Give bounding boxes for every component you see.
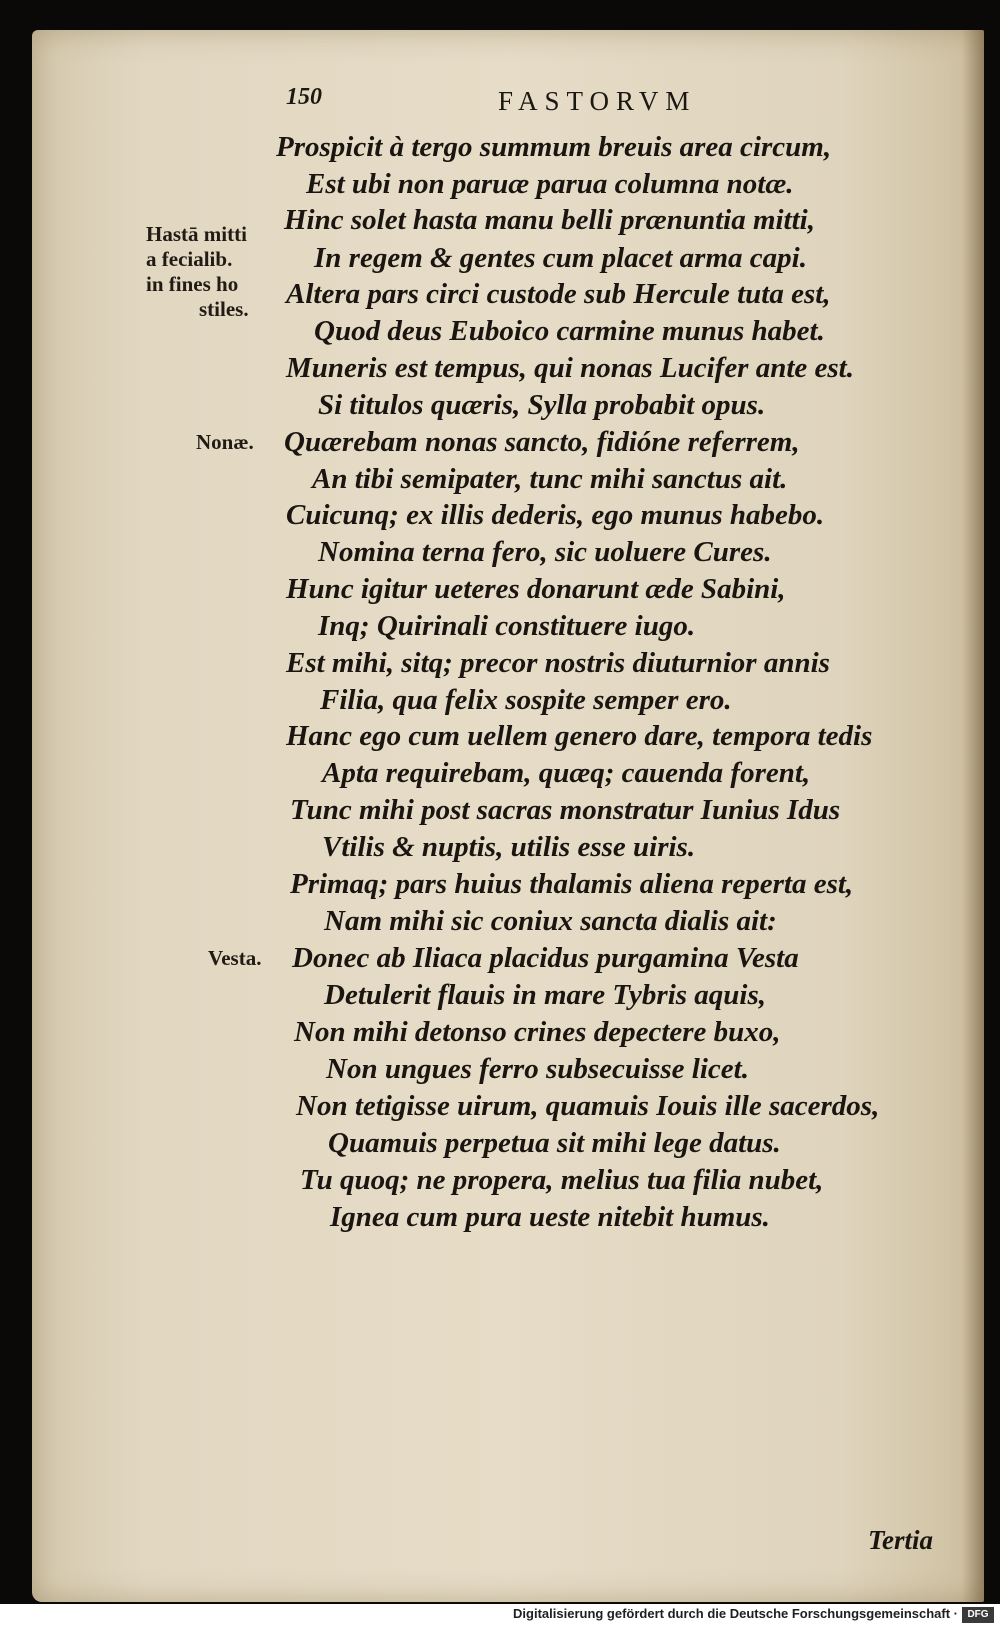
verse-line: Hanc ego cum uellem genero dare, tempora tedis xyxy=(286,720,873,752)
verse-line: Ignea cum pura ueste nitebit humus. xyxy=(330,1201,770,1233)
marginal-note-hasta: stiles. xyxy=(199,297,249,321)
verse-line: Tunc mihi post sacras monstratur Iunius Idus xyxy=(290,794,841,826)
marginal-note-nonae: Nonæ. xyxy=(196,430,254,454)
footer-credit: Digitalisierung gefördert durch die Deutsche Forschungsgemeinschaft · xyxy=(513,1606,958,1621)
digitization-footer xyxy=(0,1604,1000,1626)
verse-line: Prospicit à tergo summum breuis area circum, xyxy=(276,131,832,163)
verse-line: Apta requirebam, quæq; cauenda forent, xyxy=(322,757,811,789)
verse-line: Detulerit flauis in mare Tybris aquis, xyxy=(324,979,767,1011)
verse-line: In regem & gentes cum placet arma capi. xyxy=(314,242,807,274)
verse-line: Non tetigisse uirum, quamuis Iouis ille sacerdos, xyxy=(296,1090,880,1122)
verse-line: Non ungues ferro subsecuisse licet. xyxy=(326,1053,749,1085)
running-title: FASTORVM xyxy=(498,86,697,116)
verse-line: Nam mihi sic coniux sancta dialis ait: xyxy=(324,905,777,937)
verse-line: Muneris est tempus, qui nonas Lucifer ante est. xyxy=(286,352,854,384)
page-edge-shadow xyxy=(962,30,984,1602)
verse-line: Vtilis & nuptis, utilis esse uiris. xyxy=(322,831,696,863)
verse-line: Filia, qua felix sospite semper ero. xyxy=(320,684,732,716)
catchword: Tertia xyxy=(868,1525,934,1555)
marginal-note-vesta: Vesta. xyxy=(208,946,262,970)
verse-line: Cuicunq; ex illis dederis, ego munus habebo. xyxy=(286,499,825,531)
verse-line: Est mihi, sitq; precor nostris diuturnior annis xyxy=(286,647,830,679)
verse-line: Hunc igitur ueteres donarunt æde Sabini, xyxy=(286,573,786,605)
verse-line: Quamuis perpetua sit mihi lege datus. xyxy=(328,1127,781,1159)
marginal-note-hasta: Hastā mitti xyxy=(146,222,247,246)
verse-line: Hinc solet hasta manu belli prænuntia mitti, xyxy=(284,204,815,236)
verse-line: Altera pars circi custode sub Hercule tuta est, xyxy=(286,278,831,310)
verse-line: Nomina terna fero, sic uoluere Cures. xyxy=(318,536,772,568)
dfg-logo: DFG xyxy=(962,1607,994,1623)
page-header xyxy=(286,84,766,124)
verse-line: Inq; Quirinali constituere iugo. xyxy=(318,610,696,642)
verse-line: An tibi semipater, tunc mihi sanctus ait. xyxy=(312,463,788,495)
verse-line: Si titulos quæris, Sylla probabit opus. xyxy=(318,389,766,421)
verse-line: Donec ab Iliaca placidus purgamina Vesta xyxy=(292,942,799,974)
verse-line: Primaq; pars huius thalamis aliena reperta est, xyxy=(290,868,854,900)
verse-line: Quærebam nonas sancto, fidióne referrem, xyxy=(284,426,800,458)
verse-line: Quod deus Euboico carmine munus habet. xyxy=(314,315,825,347)
verse-line: Est ubi non paruæ parua columna notæ. xyxy=(306,168,794,200)
verse-line: Tu quoq; ne propera, melius tua filia nubet, xyxy=(300,1164,824,1196)
folio-number: 150 xyxy=(286,84,322,110)
marginal-note-hasta: a fecialib. xyxy=(146,247,233,271)
marginal-note-hasta: in fines ho xyxy=(146,272,239,296)
verse-line: Non mihi detonso crines depectere buxo, xyxy=(294,1016,781,1048)
